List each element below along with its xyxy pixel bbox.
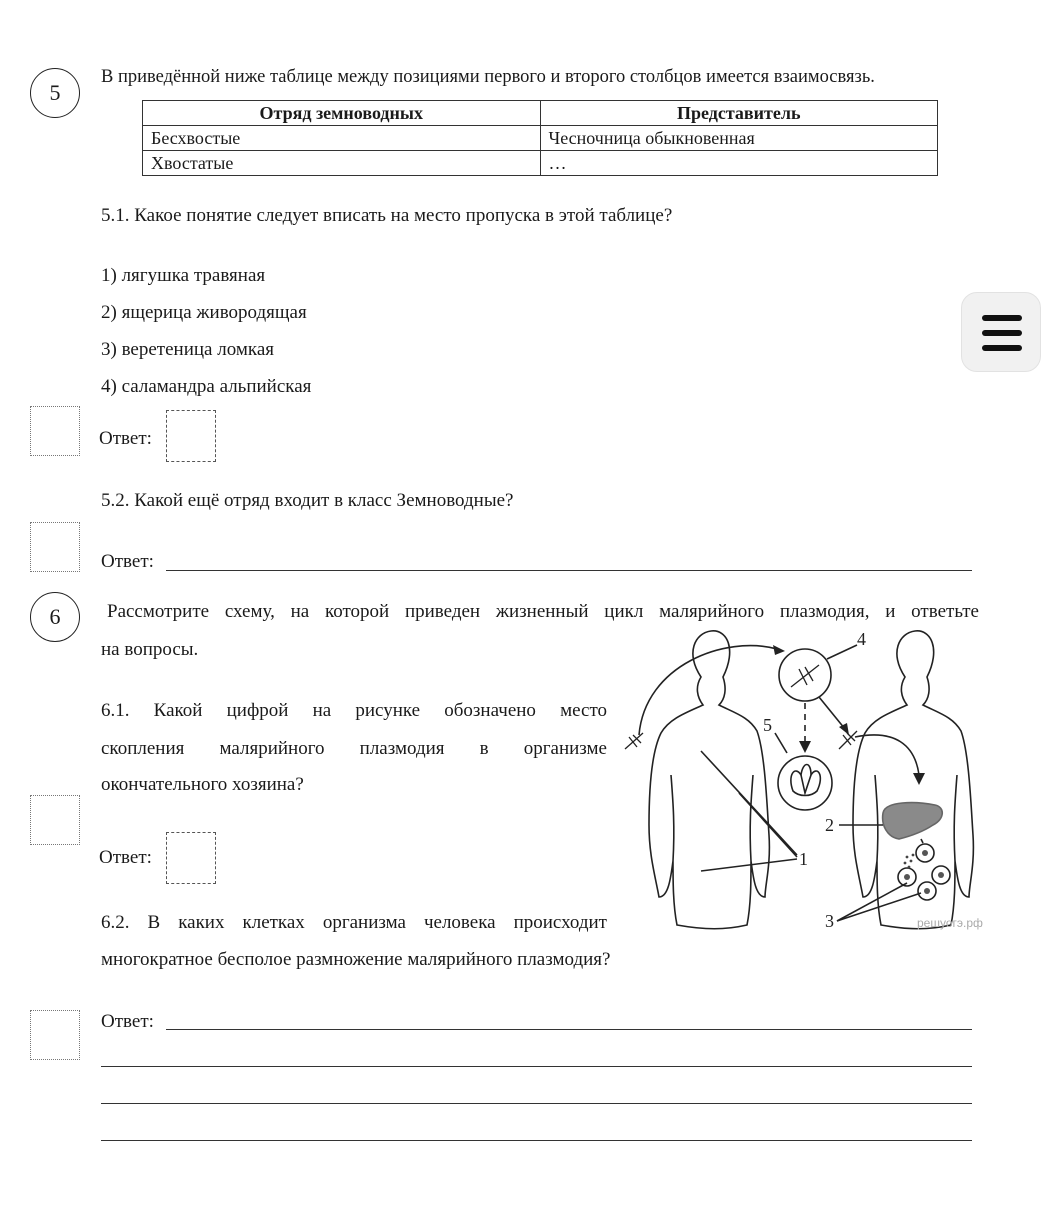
table-header-row bbox=[143, 101, 938, 126]
table-header-representative: Представитель bbox=[540, 101, 938, 126]
table-cell: … bbox=[540, 151, 938, 176]
answer-label-6-2: Ответ: bbox=[101, 1011, 154, 1032]
question-6-2-line1: 6.2. В каких клетках организма человека происходит bbox=[101, 912, 607, 933]
question-6-1-line2: скопления малярийного плазмодия в организме bbox=[101, 738, 607, 759]
amphibian-table bbox=[142, 100, 938, 176]
question-6-1-line3: окончательного хозяина? bbox=[101, 774, 304, 795]
mosquito-icon bbox=[791, 665, 819, 687]
score-box-5-2 bbox=[30, 522, 80, 572]
question-5-2-text: 5.2. Какой ещё отряд входит в класс Земноводные? bbox=[101, 490, 514, 511]
human-silhouette-left bbox=[649, 631, 769, 929]
question-6-2-line2: многократное бесполое размножение малярийного плазмодия? bbox=[101, 949, 611, 970]
question-5-1-text: 5.1. Какое понятие следует вписать на место пропуска в этой таблице? bbox=[101, 205, 673, 226]
answer-box-5-1[interactable] bbox=[166, 410, 216, 462]
option-3: 3) веретеница ломкая bbox=[101, 339, 274, 360]
answer-label-5-1: Ответ: bbox=[99, 428, 152, 449]
table-cell: Бесхвостые bbox=[143, 126, 541, 151]
table-row bbox=[143, 126, 938, 151]
table-row bbox=[143, 151, 938, 176]
question-5-intro: В приведённой ниже таблице между позициями первого и второго столбцов имеется взаимосвязь. bbox=[101, 67, 875, 87]
question-6-intro-line2: на вопросы. bbox=[101, 639, 199, 660]
malaria-lifecycle-diagram bbox=[615, 625, 1000, 940]
mosquito-circle bbox=[779, 649, 831, 701]
score-box-6-1 bbox=[30, 795, 80, 845]
table-cell: Чесночница обыкновенная bbox=[540, 126, 938, 151]
score-box-6-2 bbox=[30, 1010, 80, 1060]
menu-button[interactable] bbox=[961, 292, 1041, 372]
option-4: 4) саламандра альпийская bbox=[101, 376, 312, 397]
figure-watermark: решуогэ.рф bbox=[917, 916, 983, 930]
answer-line-5-2[interactable] bbox=[166, 570, 972, 571]
question-6-1-line1: 6.1. Какой цифрой на рисунке обозначено место bbox=[101, 700, 607, 721]
answer-line-6-2[interactable] bbox=[166, 1029, 972, 1030]
answer-box-6-1[interactable] bbox=[166, 832, 216, 884]
table-cell: Хвостатые bbox=[143, 151, 541, 176]
figure-label-5: 5 bbox=[763, 715, 772, 735]
question-6-intro-line1: Рассмотрите схему, на которой приведен жизненный цикл малярийного плазмодия, и ответьте bbox=[107, 601, 979, 622]
score-box-5-1 bbox=[30, 406, 80, 456]
option-1: 1) лягушка травяная bbox=[101, 265, 266, 286]
answer-label-6-1: Ответ: bbox=[99, 847, 152, 868]
figure-label-3: 3 bbox=[825, 911, 834, 931]
figure-label-1: 1 bbox=[799, 849, 808, 869]
answer-line-6-2[interactable] bbox=[101, 1066, 972, 1067]
question-6-number: 6 bbox=[30, 592, 80, 642]
answer-line-6-2[interactable] bbox=[101, 1140, 972, 1141]
answer-line-6-2[interactable] bbox=[101, 1103, 972, 1104]
table-header-order: Отряд земноводных bbox=[143, 101, 541, 126]
liver-icon bbox=[883, 803, 943, 839]
question-5-number: 5 bbox=[30, 68, 80, 118]
figure-label-2: 2 bbox=[825, 815, 834, 835]
figure-label-4: 4 bbox=[857, 629, 866, 649]
option-2: 2) ящерица живородящая bbox=[101, 302, 307, 323]
mosquito-icon bbox=[625, 733, 643, 749]
answer-label-5-2: Ответ: bbox=[101, 551, 154, 572]
